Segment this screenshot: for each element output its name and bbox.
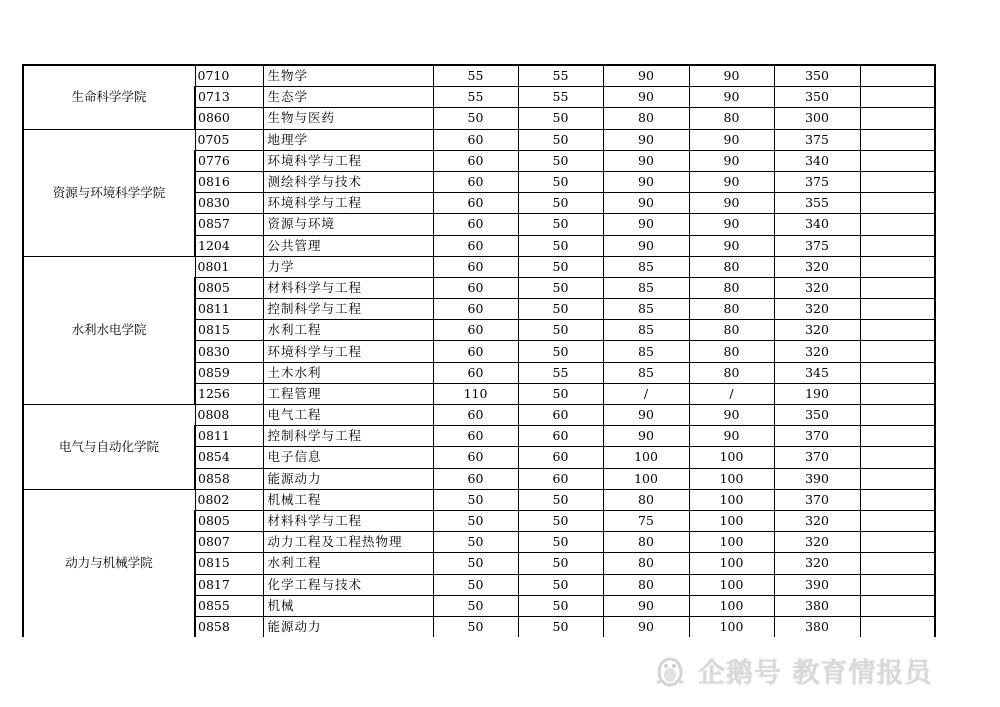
major-code: 0808 xyxy=(195,405,263,426)
score-total: 320 xyxy=(774,320,860,341)
note-cell xyxy=(860,468,935,489)
note-cell xyxy=(860,108,935,129)
score-subject-1: 85 xyxy=(603,299,689,320)
score-total: 390 xyxy=(774,574,860,595)
score-subject-2: 90 xyxy=(689,129,774,150)
major-code: 1256 xyxy=(195,383,263,404)
note-cell xyxy=(860,171,935,192)
major-name: 测绘科学与技术 xyxy=(263,171,433,192)
score-subject-2: 90 xyxy=(689,193,774,214)
score-subject-1: 90 xyxy=(603,426,689,447)
score-foreign-language: 50 xyxy=(518,489,603,510)
score-subject-2: 80 xyxy=(689,108,774,129)
note-cell xyxy=(860,553,935,574)
score-foreign-language: 50 xyxy=(518,616,603,637)
score-politics: 60 xyxy=(433,447,518,468)
score-politics: 50 xyxy=(433,574,518,595)
score-total: 320 xyxy=(774,256,860,277)
major-name: 公共管理 xyxy=(263,235,433,256)
score-total: 370 xyxy=(774,489,860,510)
score-subject-2: 100 xyxy=(689,553,774,574)
score-politics: 50 xyxy=(433,532,518,553)
score-total: 355 xyxy=(774,193,860,214)
score-subject-2: 100 xyxy=(689,574,774,595)
score-subject-1: 85 xyxy=(603,320,689,341)
score-subject-1: 85 xyxy=(603,256,689,277)
major-name: 材料科学与工程 xyxy=(263,510,433,531)
score-total: 380 xyxy=(774,616,860,637)
major-name: 控制科学与工程 xyxy=(263,299,433,320)
score-foreign-language: 50 xyxy=(518,341,603,362)
major-name: 工程管理 xyxy=(263,383,433,404)
major-code: 0807 xyxy=(195,532,263,553)
table-row xyxy=(23,256,935,277)
score-total: 190 xyxy=(774,383,860,404)
major-name: 能源动力 xyxy=(263,468,433,489)
score-subject-2: 80 xyxy=(689,299,774,320)
score-foreign-language: 55 xyxy=(518,87,603,108)
note-cell xyxy=(860,362,935,383)
note-cell xyxy=(860,574,935,595)
score-politics: 60 xyxy=(433,150,518,171)
score-subject-1: 90 xyxy=(603,595,689,616)
score-politics: 60 xyxy=(433,468,518,489)
score-total: 375 xyxy=(774,235,860,256)
score-subject-2: 90 xyxy=(689,171,774,192)
score-foreign-language: 50 xyxy=(518,595,603,616)
score-foreign-language: 50 xyxy=(518,256,603,277)
college-name: 动力与机械学院 xyxy=(23,489,195,637)
penguin-logo-icon xyxy=(652,652,688,688)
score-subject-1: 100 xyxy=(603,468,689,489)
score-subject-1: 90 xyxy=(603,193,689,214)
score-subject-1: 90 xyxy=(603,171,689,192)
score-politics: 50 xyxy=(433,108,518,129)
major-code: 0815 xyxy=(195,553,263,574)
score-politics: 60 xyxy=(433,214,518,235)
score-subject-2: 90 xyxy=(689,235,774,256)
major-name: 电子信息 xyxy=(263,447,433,468)
major-name: 生态学 xyxy=(263,87,433,108)
score-foreign-language: 50 xyxy=(518,320,603,341)
score-total: 390 xyxy=(774,468,860,489)
note-cell xyxy=(860,235,935,256)
score-politics: 60 xyxy=(433,129,518,150)
note-cell xyxy=(860,616,935,637)
score-foreign-language: 50 xyxy=(518,299,603,320)
table-row xyxy=(23,405,935,426)
major-name: 环境科学与工程 xyxy=(263,150,433,171)
score-subject-1: 90 xyxy=(603,616,689,637)
score-subject-1: 90 xyxy=(603,129,689,150)
score-subject-1: 90 xyxy=(603,214,689,235)
score-subject-2: 100 xyxy=(689,510,774,531)
score-total: 375 xyxy=(774,129,860,150)
major-code: 0860 xyxy=(195,108,263,129)
score-subject-1: 90 xyxy=(603,405,689,426)
note-cell xyxy=(860,65,935,87)
score-total: 350 xyxy=(774,65,860,87)
score-total: 320 xyxy=(774,510,860,531)
college-name: 生命科学学院 xyxy=(23,65,195,129)
major-code: 0710 xyxy=(195,65,263,87)
major-code: 1204 xyxy=(195,235,263,256)
score-total: 320 xyxy=(774,299,860,320)
note-cell xyxy=(860,341,935,362)
score-politics: 60 xyxy=(433,405,518,426)
watermark-text: 企鹅号 教育情报员 xyxy=(698,657,933,689)
score-subject-2: 100 xyxy=(689,532,774,553)
major-code: 0805 xyxy=(195,510,263,531)
major-name: 力学 xyxy=(263,256,433,277)
score-subject-2: 100 xyxy=(689,447,774,468)
score-subject-2: 90 xyxy=(689,87,774,108)
score-foreign-language: 60 xyxy=(518,468,603,489)
score-subject-2: 80 xyxy=(689,320,774,341)
major-code: 0801 xyxy=(195,256,263,277)
score-subject-1: 80 xyxy=(603,532,689,553)
score-subject-2: 80 xyxy=(689,341,774,362)
major-code: 0802 xyxy=(195,489,263,510)
major-code: 0854 xyxy=(195,447,263,468)
score-subject-1: 80 xyxy=(603,108,689,129)
score-subject-1: 90 xyxy=(603,65,689,87)
major-name: 电气工程 xyxy=(263,405,433,426)
major-name: 资源与环境 xyxy=(263,214,433,235)
score-foreign-language: 55 xyxy=(518,65,603,87)
major-name: 地理学 xyxy=(263,129,433,150)
score-subject-1: 90 xyxy=(603,150,689,171)
major-code: 0858 xyxy=(195,468,263,489)
score-politics: 60 xyxy=(433,256,518,277)
score-politics: 60 xyxy=(433,426,518,447)
score-subject-2: 90 xyxy=(689,214,774,235)
major-code: 0805 xyxy=(195,277,263,298)
college-name: 电气与自动化学院 xyxy=(23,405,195,490)
score-foreign-language: 50 xyxy=(518,532,603,553)
table-cut-edge xyxy=(22,632,24,636)
major-name: 控制科学与工程 xyxy=(263,426,433,447)
major-code: 0776 xyxy=(195,150,263,171)
score-subject-2: 90 xyxy=(689,150,774,171)
note-cell xyxy=(860,129,935,150)
note-cell xyxy=(860,510,935,531)
score-politics: 60 xyxy=(433,171,518,192)
score-total: 370 xyxy=(774,426,860,447)
major-name: 机械 xyxy=(263,595,433,616)
note-cell xyxy=(860,277,935,298)
major-name: 化学工程与技术 xyxy=(263,574,433,595)
score-subject-1: 80 xyxy=(603,489,689,510)
score-total: 370 xyxy=(774,447,860,468)
table-row xyxy=(23,489,935,510)
score-politics: 60 xyxy=(433,235,518,256)
score-total: 300 xyxy=(774,108,860,129)
score-foreign-language: 60 xyxy=(518,426,603,447)
score-subject-1: 85 xyxy=(603,362,689,383)
score-politics: 60 xyxy=(433,341,518,362)
score-total: 350 xyxy=(774,87,860,108)
score-foreign-language: 50 xyxy=(518,214,603,235)
score-foreign-language: 60 xyxy=(518,405,603,426)
note-cell xyxy=(860,320,935,341)
score-total: 320 xyxy=(774,341,860,362)
note-cell xyxy=(860,256,935,277)
score-politics: 50 xyxy=(433,595,518,616)
major-code: 0830 xyxy=(195,341,263,362)
score-total: 375 xyxy=(774,171,860,192)
score-politics: 50 xyxy=(433,489,518,510)
major-code: 0830 xyxy=(195,193,263,214)
table-row xyxy=(23,65,935,87)
score-foreign-language: 50 xyxy=(518,108,603,129)
watermark xyxy=(652,650,932,690)
score-total: 345 xyxy=(774,362,860,383)
note-cell xyxy=(860,532,935,553)
major-code: 0817 xyxy=(195,574,263,595)
score-subject-1: 100 xyxy=(603,447,689,468)
score-politics: 50 xyxy=(433,553,518,574)
score-politics: 60 xyxy=(433,299,518,320)
score-foreign-language: 60 xyxy=(518,447,603,468)
score-foreign-language: 50 xyxy=(518,510,603,531)
major-code: 0815 xyxy=(195,320,263,341)
score-subject-2: 100 xyxy=(689,616,774,637)
score-total: 320 xyxy=(774,553,860,574)
major-code: 0857 xyxy=(195,214,263,235)
score-subject-1: 85 xyxy=(603,341,689,362)
major-code: 0858 xyxy=(195,616,263,637)
college-name: 资源与环境科学学院 xyxy=(23,129,195,256)
score-total: 350 xyxy=(774,405,860,426)
score-total: 320 xyxy=(774,532,860,553)
score-total: 380 xyxy=(774,595,860,616)
score-subject-2: 100 xyxy=(689,468,774,489)
score-politics: 60 xyxy=(433,320,518,341)
score-subject-1: 75 xyxy=(603,510,689,531)
major-code: 0816 xyxy=(195,171,263,192)
score-total: 320 xyxy=(774,277,860,298)
score-politics: 60 xyxy=(433,193,518,214)
note-cell xyxy=(860,447,935,468)
score-foreign-language: 50 xyxy=(518,383,603,404)
note-cell xyxy=(860,489,935,510)
score-total: 340 xyxy=(774,150,860,171)
score-subject-2: 80 xyxy=(689,256,774,277)
score-politics: 60 xyxy=(433,277,518,298)
major-code: 0855 xyxy=(195,595,263,616)
major-name: 生物学 xyxy=(263,65,433,87)
score-subject-2: 80 xyxy=(689,362,774,383)
note-cell xyxy=(860,150,935,171)
major-name: 环境科学与工程 xyxy=(263,341,433,362)
score-foreign-language: 50 xyxy=(518,129,603,150)
note-cell xyxy=(860,193,935,214)
score-subject-2: 100 xyxy=(689,595,774,616)
score-subject-1: 80 xyxy=(603,553,689,574)
score-politics: 60 xyxy=(433,362,518,383)
major-name: 能源动力 xyxy=(263,616,433,637)
score-subject-2: 90 xyxy=(689,426,774,447)
score-subject-2: 80 xyxy=(689,277,774,298)
table-row xyxy=(23,129,935,150)
score-politics: 110 xyxy=(433,383,518,404)
major-code: 0713 xyxy=(195,87,263,108)
score-foreign-language: 50 xyxy=(518,277,603,298)
score-subject-2: / xyxy=(689,383,774,404)
score-foreign-language: 50 xyxy=(518,171,603,192)
note-cell xyxy=(860,299,935,320)
note-cell xyxy=(860,383,935,404)
score-foreign-language: 50 xyxy=(518,574,603,595)
major-name: 水利工程 xyxy=(263,320,433,341)
score-foreign-language: 50 xyxy=(518,150,603,171)
score-politics: 55 xyxy=(433,87,518,108)
note-cell xyxy=(860,214,935,235)
score-foreign-language: 50 xyxy=(518,235,603,256)
score-subject-2: 90 xyxy=(689,65,774,87)
score-subject-1: 85 xyxy=(603,277,689,298)
score-total: 340 xyxy=(774,214,860,235)
major-name: 水利工程 xyxy=(263,553,433,574)
major-name: 机械工程 xyxy=(263,489,433,510)
score-subject-2: 100 xyxy=(689,489,774,510)
major-name: 土木水利 xyxy=(263,362,433,383)
score-subject-2: 90 xyxy=(689,405,774,426)
major-name: 材料科学与工程 xyxy=(263,277,433,298)
note-cell xyxy=(860,405,935,426)
major-name: 环境科学与工程 xyxy=(263,193,433,214)
score-subject-1: 90 xyxy=(603,235,689,256)
major-code: 0705 xyxy=(195,129,263,150)
note-cell xyxy=(860,426,935,447)
score-subject-1: 90 xyxy=(603,87,689,108)
score-subject-1: / xyxy=(603,383,689,404)
score-politics: 50 xyxy=(433,616,518,637)
major-name: 动力工程及工程热物理 xyxy=(263,532,433,553)
note-cell xyxy=(860,87,935,108)
major-name: 生物与医药 xyxy=(263,108,433,129)
major-code: 0811 xyxy=(195,299,263,320)
score-foreign-language: 55 xyxy=(518,362,603,383)
score-subject-1: 80 xyxy=(603,574,689,595)
major-code: 0859 xyxy=(195,362,263,383)
table-body xyxy=(23,65,935,637)
major-code: 0811 xyxy=(195,426,263,447)
score-table xyxy=(22,64,936,637)
score-foreign-language: 50 xyxy=(518,553,603,574)
score-politics: 50 xyxy=(433,510,518,531)
college-name: 水利水电学院 xyxy=(23,256,195,404)
score-foreign-language: 50 xyxy=(518,193,603,214)
score-politics: 55 xyxy=(433,65,518,87)
note-cell xyxy=(860,595,935,616)
